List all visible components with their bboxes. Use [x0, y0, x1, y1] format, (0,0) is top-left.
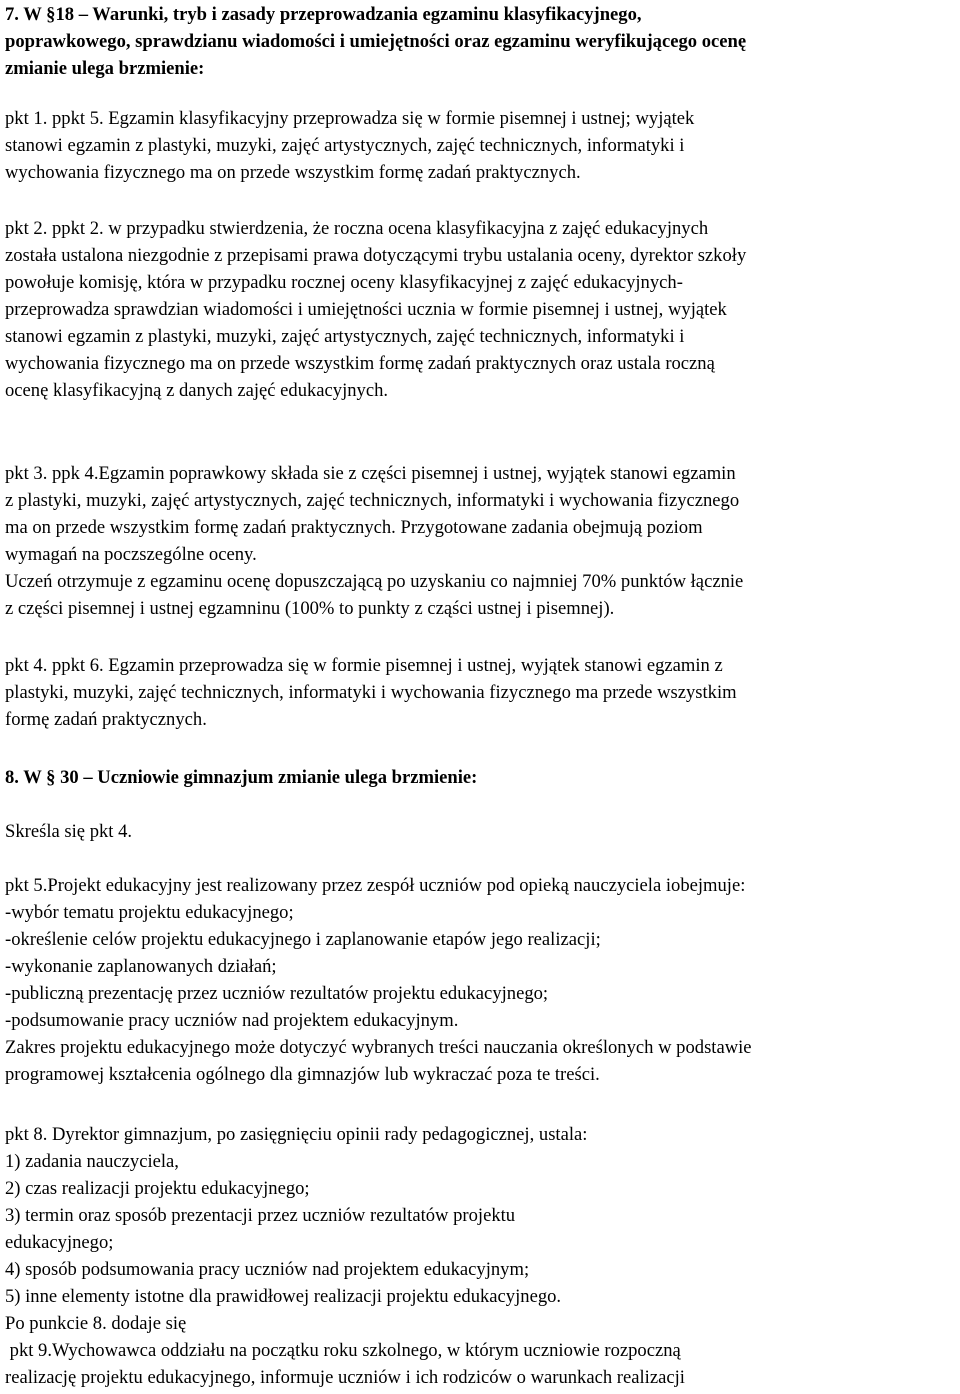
- text-line: pkt 3. ppk 4.Egzamin poprawkowy składa sie z części pisemnej i ustnej, wyjątek stanowi egzamin: [5, 463, 736, 484]
- section-8-heading: 8. W § 30 – Uczniowie gimnazjum zmianie ulega brzmienie:: [5, 767, 478, 788]
- text-line: pkt 9.Wychowawca oddziału na początku roku szkolnego, w którym uczniowie rozpoczną: [5, 1340, 681, 1361]
- text-line: plastyki, muzyki, zajęć technicznych, informatyki i wychowania fizycznego ma przede wszystkim: [5, 682, 737, 703]
- paragraph-pkt4: [5, 652, 737, 733]
- text-line: pkt 1. ppkt 5. Egzamin klasyfikacyjny przeprowadza się w formie pisemnej i ustnej; wyjątek: [5, 108, 695, 129]
- text-line: ma on przede wszystkim formę zadań praktycznych. Przygotowane zadania obejmują poziom: [5, 517, 703, 538]
- text-line: programowej kształcenia ogólnego dla gimnazjów lub wykraczać poza te treści.: [5, 1064, 600, 1085]
- list-item: -publiczną prezentację przez uczniów rezultatów projektu edukacyjnego;: [5, 983, 549, 1004]
- paragraph-pkt3: [5, 460, 743, 622]
- list-item: 5) inne elementy istotne dla prawidłowej realizacji projektu edukacyjnego.: [5, 1286, 562, 1307]
- list-item: 2) czas realizacji projektu edukacyjnego;: [5, 1178, 310, 1199]
- text-line: Zakres projektu edukacyjnego może dotyczyć wybranych treści nauczania określonych w podstawie: [5, 1037, 752, 1058]
- text-line: pkt 8. Dyrektor gimnazjum, po zasięgnięciu opinii rady pedagogicznej, ustala:: [5, 1124, 588, 1145]
- text-line: formę zadań praktycznych.: [5, 709, 207, 730]
- text-line: pkt 2. ppkt 2. w przypadku stwierdzenia, że roczna ocena klasyfikacyjna z zajęć edukacyjnych: [5, 218, 709, 239]
- text-line: pkt 4. ppkt 6. Egzamin przeprowadza się w formie pisemnej i ustnej, wyjątek stanowi egzamin z: [5, 655, 723, 676]
- list-item: edukacyjnego;: [5, 1232, 114, 1253]
- text-line: została ustalona niezgodnie z przepisami prawa dotyczącymi trybu ustalania oceny, dyrektor szkoły: [5, 245, 747, 266]
- section-7-heading: [5, 1, 746, 82]
- skresla-line: Skreśla się pkt 4.: [5, 821, 133, 842]
- text-line: wychowania fizycznego ma on przede wszystkim formę zadań praktycznych oraz ustala roczną: [5, 353, 715, 374]
- paragraph-pkt2: [5, 215, 746, 404]
- paragraph-pkt5: [5, 872, 752, 1088]
- text-line: Po punkcie 8. dodaje się: [5, 1313, 187, 1334]
- text-line: wychowania fizycznego ma on przede wszystkim formę zadań praktycznych.: [5, 162, 581, 183]
- paragraph-pkt8: [5, 1121, 587, 1337]
- text-line: wymagań na poczszególne oceny.: [5, 544, 257, 565]
- text-line: z plastyki, muzyki, zajęć artystycznych, zajęć technicznych, informatyki i wychowania fizycznego: [5, 490, 740, 511]
- text-line: stanowi egzamin z plastyki, muzyki, zajęć artystycznych, zajęć technicznych, informatyki i: [5, 326, 685, 347]
- paragraph-pkt1: [5, 105, 694, 186]
- heading-line: zmianie ulega brzmienie:: [5, 58, 205, 79]
- list-item: -wykonanie zaplanowanych działań;: [5, 956, 277, 977]
- text-line: realizację projektu edukacyjnego, informuje uczniów i ich rodziców o warunkach realizacji: [5, 1367, 685, 1388]
- text-line: Uczeń otrzymuje z egzaminu ocenę dopuszczającą po uzyskaniu co najmniej 70% punktów łącznie: [5, 571, 744, 592]
- heading-line: 7. W §18 – Warunki, tryb i zasady przeprowadzania egzaminu klasyfikacyjnego,: [5, 4, 642, 25]
- text-line: przeprowadza sprawdzian wiadomości i umiejętności ucznia w formie pisemnej i ustnej, wyjątek: [5, 299, 727, 320]
- list-item: 4) sposób podsumowania pracy uczniów nad projektem edukacyjnym;: [5, 1259, 530, 1280]
- paragraph-pkt9: [5, 1337, 685, 1391]
- list-item: -podsumowanie pracy uczniów nad projektem edukacyjnym.: [5, 1010, 459, 1031]
- text-line: z części pisemnej i ustnej egzamninu (100% to punkty z cząści ustnej i pisemnej).: [5, 598, 615, 619]
- list-item: -określenie celów projektu edukacyjnego i zaplanowanie etapów jego realizacji;: [5, 929, 601, 950]
- heading-line: poprawkowego, sprawdzianu wiadomości i umiejętności oraz egzaminu weryfikującego ocenę: [5, 31, 747, 52]
- text-line: stanowi egzamin z plastyki, muzyki, zajęć artystycznych, zajęć technicznych, informatyki i: [5, 135, 685, 156]
- list-item: 1) zadania nauczyciela,: [5, 1151, 179, 1172]
- list-item: 3) termin oraz sposób prezentacji przez uczniów rezultatów projektu: [5, 1205, 516, 1226]
- text-line: ocenę klasyfikacyjną z danych zajęć edukacyjnych.: [5, 380, 389, 401]
- text-line: pkt 5.Projekt edukacyjny jest realizowany przez zespół uczniów pod opieką nauczyciela iobejmuje:: [5, 875, 746, 896]
- text-line: powołuje komisję, która w przypadku rocznej oceny klasyfikacyjnej z zajęć edukacyjnych-: [5, 272, 683, 293]
- list-item: -wybór tematu projektu edukacyjnego;: [5, 902, 294, 923]
